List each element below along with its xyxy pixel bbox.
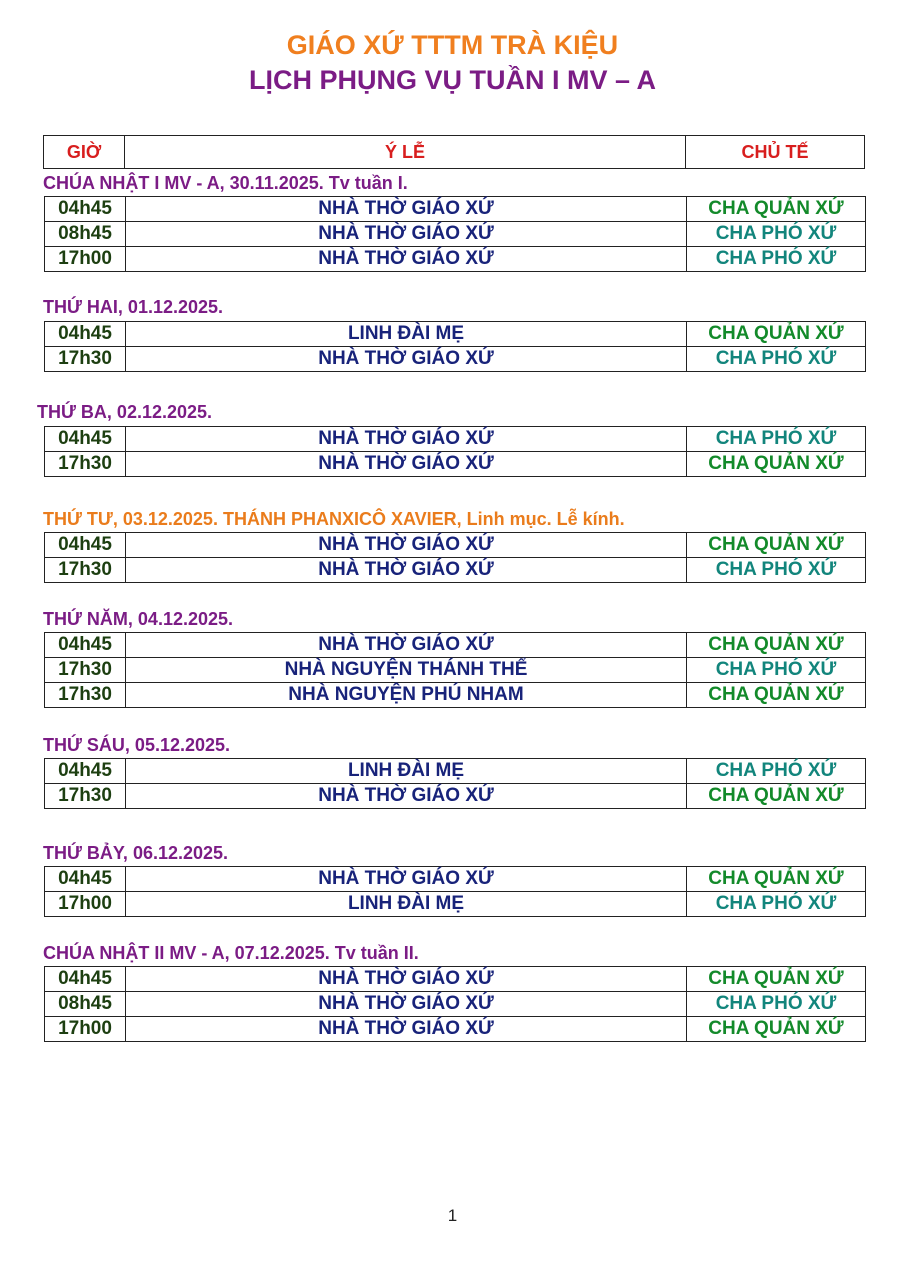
day-heading: THỨ HAI, 01.12.2025.	[43, 297, 224, 317]
day-heading: THỨ NĂM, 04.12.2025.	[43, 609, 234, 629]
table-row	[45, 222, 866, 247]
location-cell: NHÀ NGUYỆN PHÚ NHAM	[126, 683, 687, 708]
location-cell: LINH ĐÀI MẸ	[126, 892, 687, 917]
day-schedule-table	[44, 196, 866, 272]
table-row	[45, 533, 866, 558]
day-schedule-table	[44, 532, 866, 583]
time-cell: 08h45	[45, 992, 126, 1017]
celebrant-cell: CHA PHÓ XỨ	[687, 992, 866, 1017]
celebrant-cell: CHA QUẢN XỨ	[687, 197, 866, 222]
location-cell: LINH ĐÀI MẸ	[126, 759, 687, 784]
location-cell: NHÀ THỜ GIÁO XỨ	[126, 452, 687, 477]
day-schedule-table	[44, 632, 866, 708]
time-cell: 17h30	[45, 347, 126, 372]
location-cell: NHÀ THỜ GIÁO XỨ	[126, 427, 687, 452]
celebrant-cell: CHA PHÓ XỨ	[687, 759, 866, 784]
celebrant-cell: CHA QUẢN XỨ	[687, 784, 866, 809]
table-row	[45, 633, 866, 658]
day-heading: THỨ SÁU, 05.12.2025.	[43, 735, 231, 755]
time-cell: 04h45	[45, 967, 126, 992]
celebrant-cell: CHA QUẢN XỨ	[687, 967, 866, 992]
table-row	[45, 452, 866, 477]
table-row	[45, 1017, 866, 1042]
table-row	[45, 197, 866, 222]
table-row	[45, 867, 866, 892]
celebrant-cell: CHA QUẢN XỨ	[687, 452, 866, 477]
time-cell: 17h30	[45, 558, 126, 583]
time-cell: 17h30	[45, 683, 126, 708]
location-cell: NHÀ THỜ GIÁO XỨ	[126, 197, 687, 222]
day-schedule-table	[44, 966, 866, 1042]
table-row	[45, 427, 866, 452]
day-heading: CHÚA NHẬT I MV - A, 30.11.2025. Tv tuần I.	[43, 173, 408, 193]
celebrant-cell: CHA PHÓ XỨ	[687, 658, 866, 683]
time-cell: 04h45	[45, 633, 126, 658]
celebrant-cell: CHA QUẢN XỨ	[687, 322, 866, 347]
celebrant-cell: CHA QUẢN XỨ	[687, 867, 866, 892]
time-cell: 04h45	[45, 533, 126, 558]
time-cell: 17h00	[45, 1017, 126, 1042]
day-heading: THỨ TƯ, 03.12.2025. THÁNH PHANXICÔ XAVIER, Linh mục. Lễ kính.	[43, 509, 625, 529]
table-row	[45, 683, 866, 708]
day-heading: CHÚA NHẬT II MV - A, 07.12.2025. Tv tuần II.	[43, 943, 419, 963]
table-row	[45, 247, 866, 272]
column-header-celebrant: CHỦ TẾ	[686, 136, 865, 169]
location-cell: NHÀ THỜ GIÁO XỨ	[126, 992, 687, 1017]
location-cell: NHÀ THỜ GIÁO XỨ	[126, 347, 687, 372]
day-schedule-table	[44, 321, 866, 372]
column-header-time: GIỜ	[44, 136, 125, 169]
celebrant-cell: CHA QUẢN XỨ	[687, 533, 866, 558]
day-schedule-table	[44, 866, 866, 917]
table-row	[45, 658, 866, 683]
celebrant-cell: CHA PHÓ XỨ	[687, 427, 866, 452]
schedule-title: LỊCH PHỤNG VỤ TUẦN I MV – A	[248, 65, 657, 95]
celebrant-cell: CHA PHÓ XỨ	[687, 558, 866, 583]
location-cell: NHÀ THỜ GIÁO XỨ	[126, 247, 687, 272]
time-cell: 04h45	[45, 427, 126, 452]
page-number: 1	[447, 1206, 458, 1225]
time-cell: 17h30	[45, 452, 126, 477]
time-cell: 17h30	[45, 658, 126, 683]
table-row	[45, 322, 866, 347]
column-header-mass: Ý LỄ	[125, 136, 686, 169]
table-row	[45, 967, 866, 992]
day-heading: THỨ BẢY, 06.12.2025.	[43, 843, 229, 863]
celebrant-cell: CHA QUẢN XỨ	[687, 633, 866, 658]
location-cell: NHÀ THỜ GIÁO XỨ	[126, 633, 687, 658]
time-cell: 08h45	[45, 222, 126, 247]
day-heading: THỨ BA, 02.12.2025.	[37, 402, 213, 422]
time-cell: 04h45	[45, 759, 126, 784]
celebrant-cell: CHA PHÓ XỨ	[687, 222, 866, 247]
celebrant-cell: CHA QUẢN XỨ	[687, 1017, 866, 1042]
location-cell: NHÀ THỜ GIÁO XỨ	[126, 967, 687, 992]
time-cell: 17h00	[45, 892, 126, 917]
location-cell: NHÀ THỜ GIÁO XỨ	[126, 222, 687, 247]
table-row	[45, 784, 866, 809]
time-cell: 17h30	[45, 784, 126, 809]
table-row	[45, 992, 866, 1017]
day-schedule-table	[44, 758, 866, 809]
day-schedule-table	[44, 426, 866, 477]
table-row	[45, 759, 866, 784]
celebrant-cell: CHA PHÓ XỨ	[687, 247, 866, 272]
celebrant-cell: CHA PHÓ XỨ	[687, 347, 866, 372]
table-row	[45, 347, 866, 372]
location-cell: NHÀ THỜ GIÁO XỨ	[126, 533, 687, 558]
location-cell: NHÀ THỜ GIÁO XỨ	[126, 1017, 687, 1042]
table-row	[45, 892, 866, 917]
parish-title: GIÁO XỨ TTTM TRÀ KIỆU	[286, 30, 619, 60]
celebrant-cell: CHA PHÓ XỨ	[687, 892, 866, 917]
location-cell: NHÀ THỜ GIÁO XỨ	[126, 558, 687, 583]
table-row	[45, 558, 866, 583]
location-cell: NHÀ NGUYỆN THÁNH THỂ	[126, 658, 687, 683]
time-cell: 04h45	[45, 322, 126, 347]
celebrant-cell: CHA QUẢN XỨ	[687, 683, 866, 708]
time-cell: 17h00	[45, 247, 126, 272]
location-cell: NHÀ THỜ GIÁO XỨ	[126, 867, 687, 892]
location-cell: LINH ĐÀI MẸ	[126, 322, 687, 347]
time-cell: 04h45	[45, 197, 126, 222]
location-cell: NHÀ THỜ GIÁO XỨ	[126, 784, 687, 809]
column-header-row	[43, 135, 865, 169]
time-cell: 04h45	[45, 867, 126, 892]
